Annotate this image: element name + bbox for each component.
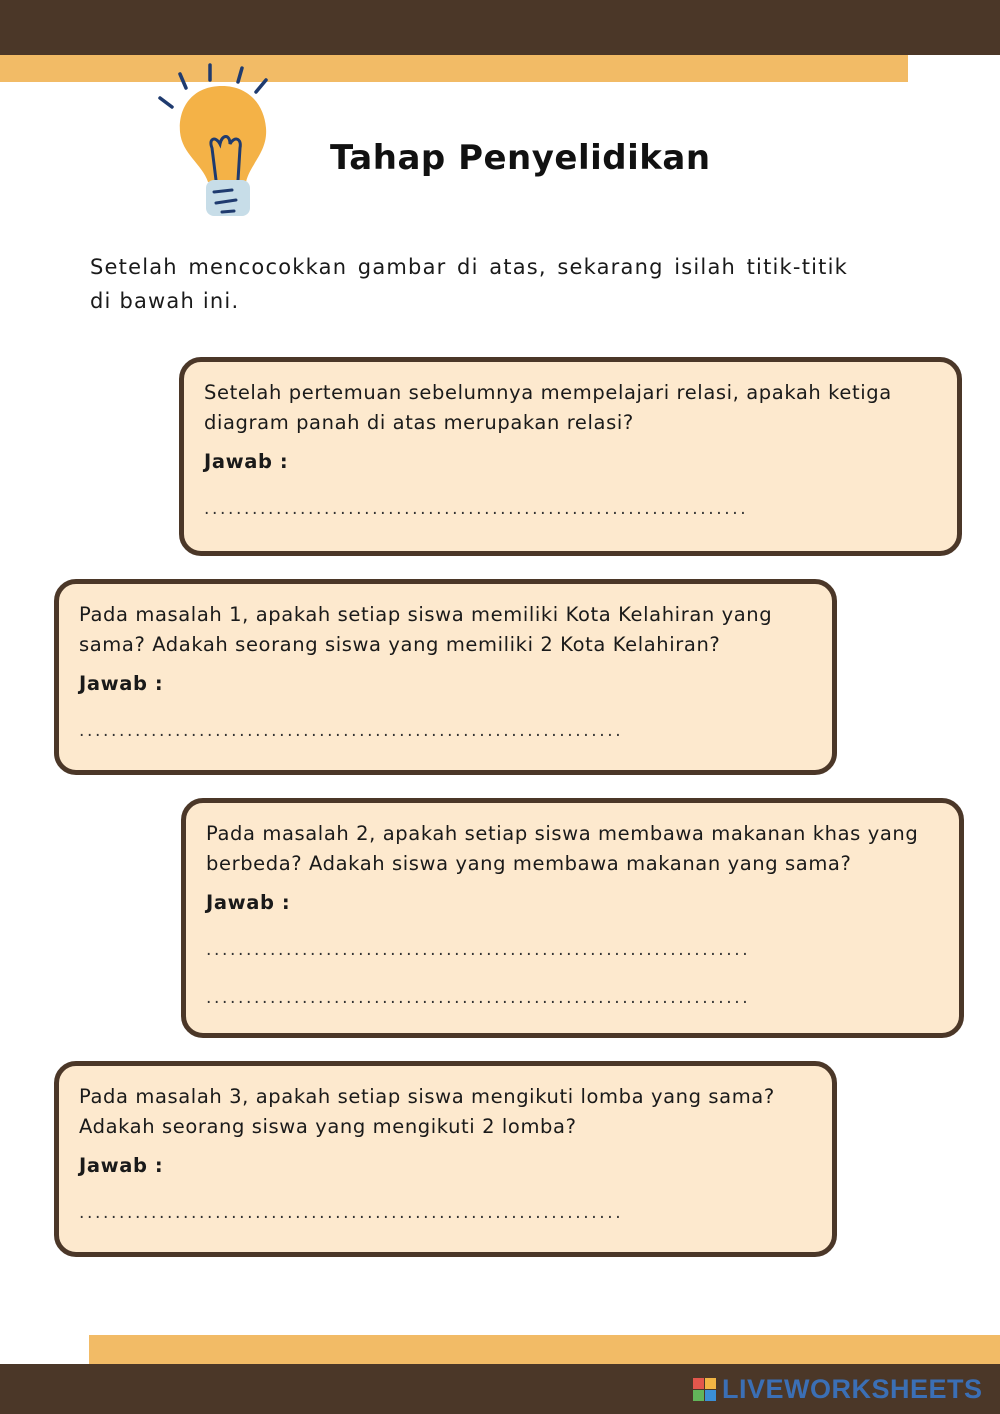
question-card — [181, 798, 964, 1038]
question-card — [54, 1061, 837, 1257]
answer-input[interactable]: .................................................................... — [206, 940, 751, 960]
answer-input[interactable]: .................................................................... — [204, 499, 749, 519]
answer-label: Jawab : — [206, 891, 291, 914]
page-title: Tahap Penyelidikan — [330, 138, 711, 178]
logo-text: LIVEWORKSHEETS — [722, 1373, 983, 1404]
question-card — [179, 357, 962, 556]
question-text: Setelah pertemuan sebelumnya mempelajari relasi, apakah ketiga diagram panah di atas merupakan relasi? — [204, 381, 892, 434]
top-orange-stripe — [0, 55, 908, 82]
question-text: Pada masalah 3, apakah setiap siswa mengikuti lomba yang sama? Adakah seorang siswa yang mengikuti 2 lomba? — [79, 1085, 775, 1138]
answer-input[interactable]: .................................................................... — [79, 1203, 624, 1223]
question-text: Pada masalah 1, apakah setiap siswa memiliki Kota Kelahiran yang sama? Adakah seorang siswa yang memiliki 2 Kota Kelahiran? — [79, 603, 773, 656]
answer-input-second-line[interactable]: .................................................................... — [206, 988, 751, 1008]
question-card — [54, 579, 837, 775]
light-bulb-icon — [150, 60, 280, 225]
answer-input[interactable]: .................................................................... — [79, 721, 624, 741]
answer-label: Jawab : — [79, 672, 164, 695]
intro-text: Setelah mencocokkan gambar di atas, sekarang isilah titik-titik di bawah ini. — [90, 255, 848, 313]
liveworksheets-logo-icon — [693, 1378, 716, 1401]
question-text: Pada masalah 2, apakah setiap siswa membawa makanan khas yang berbeda? Adakah siswa yang membawa makanan yang sama? — [206, 822, 919, 875]
bottom-orange-stripe — [89, 1335, 1000, 1364]
top-dark-band — [0, 0, 1000, 55]
answer-label: Jawab : — [79, 1154, 164, 1177]
liveworksheets-logo[interactable] — [693, 1374, 983, 1404]
answer-label: Jawab : — [204, 450, 289, 473]
